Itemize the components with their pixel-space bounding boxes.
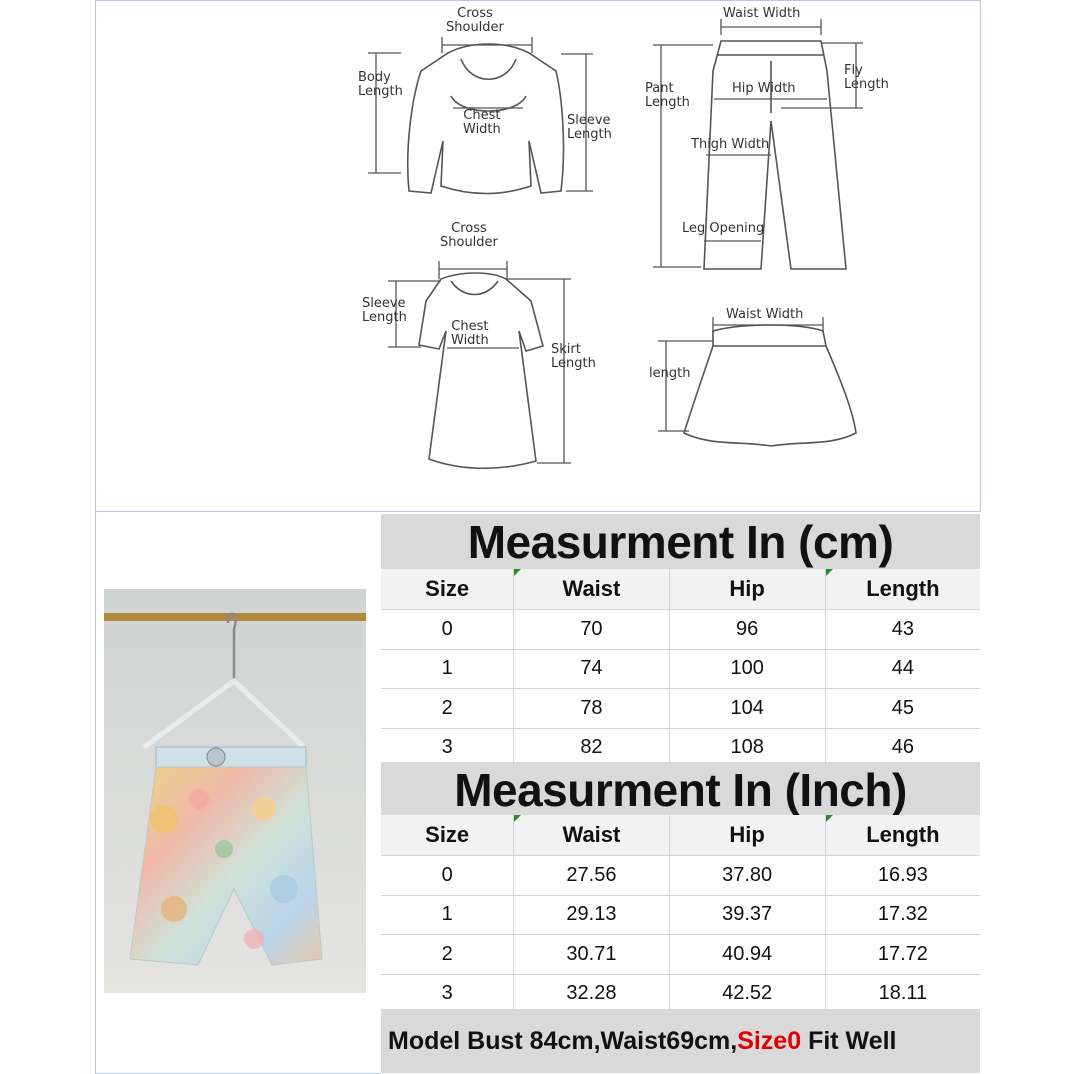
cell: 44 [891, 657, 914, 680]
cell: 39.37 [670, 896, 826, 935]
cell: 2 [381, 689, 514, 728]
header-waist: Waist [514, 569, 669, 609]
cell: 17.72 [877, 942, 928, 965]
cell: 1 [381, 650, 514, 689]
cell: 43 [891, 617, 914, 640]
cell: 42.52 [670, 975, 826, 1014]
skirt-length-label: length [649, 366, 691, 381]
pants-fly-length-label: Fly Length [844, 63, 889, 92]
top-sleeve-length-label: Sleeve Length [567, 113, 612, 142]
fit-note-suffix: Fit Well [801, 1026, 897, 1055]
cell: 17.32 [877, 903, 928, 926]
model-fit-note [381, 1009, 980, 1073]
cell: 40.94 [670, 935, 826, 974]
header-hip: Hip [670, 815, 826, 855]
comment-marker-icon [826, 569, 833, 576]
cell: 96 [670, 610, 826, 649]
table-row [381, 610, 980, 650]
skirt-waist-width-label: Waist Width [726, 307, 804, 322]
cell: 100 [670, 650, 826, 689]
dress-chest-width-label: Chest Width [451, 319, 489, 348]
cell: 18.11 [878, 982, 928, 1005]
table-header-row [381, 815, 980, 856]
header-length: Length [826, 569, 980, 609]
cell: 32.28 [514, 975, 669, 1014]
cell: 104 [670, 689, 826, 728]
header-length: Length [826, 815, 980, 855]
cell: 30.71 [514, 935, 669, 974]
top-body-length-label: Body Length [358, 70, 403, 99]
cell: 108 [670, 729, 826, 768]
cell: 78 [514, 689, 669, 728]
table-row [381, 896, 980, 936]
header-hip: Hip [670, 569, 826, 609]
comment-marker-icon [514, 815, 521, 822]
cell: 74 [514, 650, 669, 689]
product-photo-panel [95, 512, 381, 1074]
dress-sleeve-length-label: Sleeve Length [362, 296, 407, 325]
dress-skirt-length-label: Skirt Length [551, 342, 596, 371]
dress-sketch [388, 261, 571, 468]
cell: 82 [514, 729, 669, 768]
inch-table-title: Measurment In (Inch) [381, 762, 980, 817]
inch-size-table [381, 815, 980, 1014]
pants-leg-opening-label: Leg Opening [682, 221, 765, 236]
cell: 37.80 [670, 856, 826, 895]
cell: 0 [381, 610, 514, 649]
cell: 2 [381, 935, 514, 974]
cm-table-title: Measurment In (cm) [381, 514, 980, 569]
table-row [381, 935, 980, 975]
shorts-photo [104, 589, 366, 993]
cell: 27.56 [514, 856, 669, 895]
header-size: Size [381, 569, 514, 609]
top-chest-width-label: Chest Width [463, 108, 501, 137]
cell: 0 [381, 856, 514, 895]
cell: 46 [891, 736, 914, 759]
pants-waist-width-label: Waist Width [723, 6, 801, 21]
cell: 45 [891, 696, 914, 719]
table-row [381, 650, 980, 690]
cell: 29.13 [514, 896, 669, 935]
cell: 3 [381, 975, 514, 1014]
cm-size-table [381, 569, 980, 768]
cell: 1 [381, 896, 514, 935]
header-size: Size [381, 815, 514, 855]
top-cross-shoulder-label: Cross Shoulder [446, 6, 504, 35]
comment-marker-icon [826, 815, 833, 822]
pants-length-label: Pant Length [645, 81, 690, 110]
skirt-sketch [658, 317, 856, 446]
fit-note-size: Size0 [737, 1026, 802, 1055]
pants-hip-width-label: Hip Width [732, 81, 796, 96]
dress-cross-shoulder-label: Cross Shoulder [440, 221, 498, 250]
table-row [381, 689, 980, 729]
comment-marker-icon [514, 569, 521, 576]
table-header-row [381, 569, 980, 610]
cell: 3 [381, 729, 514, 768]
cell: 16.93 [877, 863, 928, 886]
header-waist: Waist [514, 815, 669, 855]
size-diagram-panel [95, 0, 981, 512]
pants-thigh-width-label: Thigh Width [691, 137, 770, 152]
fit-note-text: Model Bust 84cm,Waist69cm, [388, 1026, 738, 1055]
table-row [381, 856, 980, 896]
cell: 70 [514, 610, 669, 649]
